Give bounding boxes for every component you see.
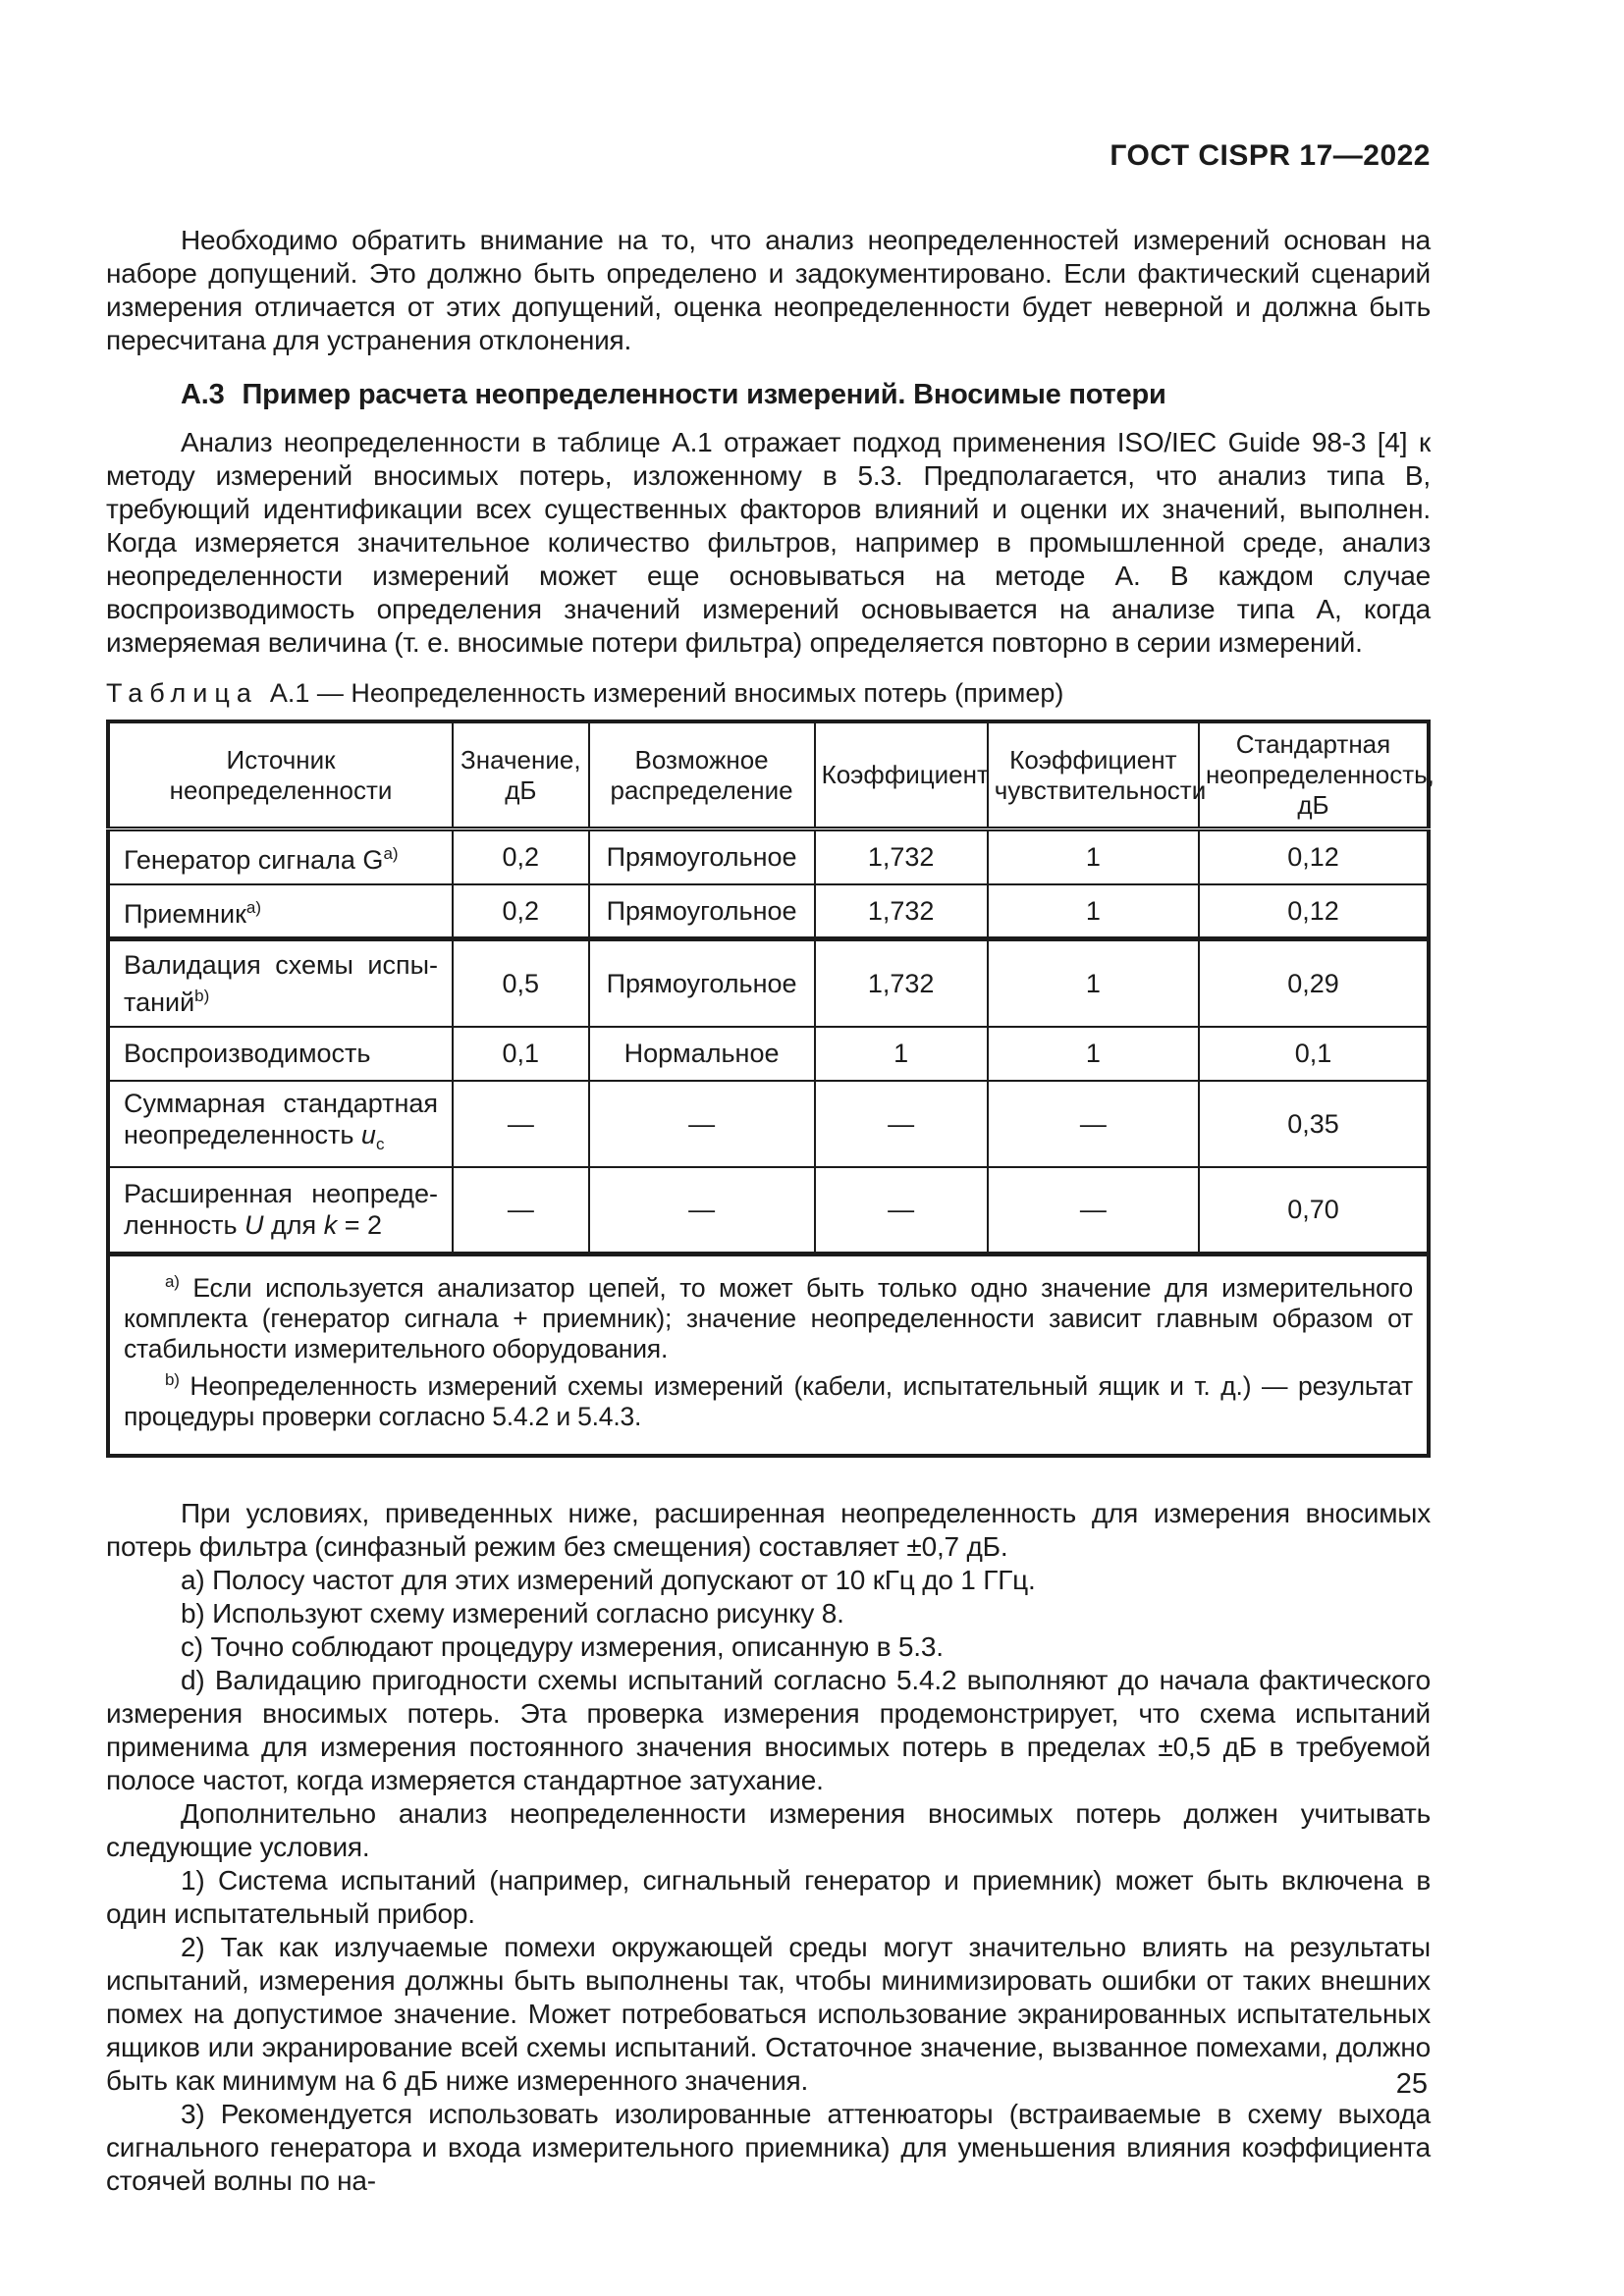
table-header-row	[108, 721, 1429, 829]
table-row-expanded-uncertainty	[108, 1167, 1429, 1255]
cell-source: Расширенная неопределенность U для k = 2	[108, 1167, 453, 1255]
cell-value: 0,5	[453, 939, 589, 1027]
section-heading-a3	[106, 377, 1431, 412]
cell-uncertainty: 0,35	[1199, 1081, 1429, 1167]
numbered-item-1: 1) Система испытаний (например, сигнальный генератор и приемник) может быть включена в один испытательный прибор.	[106, 1865, 1431, 1929]
section-number: А.3	[181, 379, 225, 410]
cell-distribution: —	[589, 1167, 815, 1255]
cell-coefficient: 1,732	[815, 829, 988, 884]
col-header-distribution: Возможное распределение	[589, 721, 815, 829]
page-number: 25	[1395, 2068, 1428, 2100]
col-header-sensitivity: Коэффициент чувствительности	[988, 721, 1199, 829]
running-header	[106, 139, 1431, 173]
cell-distribution: Прямоугольное	[589, 829, 815, 884]
cell-sensitivity: 1	[988, 1027, 1199, 1081]
paragraph-conditions: При условиях, приведенных ниже, расширенная неопределенность для измерения вносимых потерь фильтра (синфазный режим без смещения) составляет ±0,7 дБ.	[106, 1498, 1431, 1562]
cell-coefficient: 1,732	[815, 939, 988, 1027]
list-item-b: b) Используют схему измерений согласно рисунку 8.	[181, 1598, 844, 1629]
table-footnotes-row	[108, 1255, 1429, 1457]
table-caption-word: Таблица	[106, 678, 258, 708]
cell-uncertainty: 0,12	[1199, 829, 1429, 884]
cell-uncertainty: 0,12	[1199, 884, 1429, 939]
cell-uncertainty: 0,70	[1199, 1167, 1429, 1255]
paragraph-analysis: Анализ неопределенности в таблице А.1 отражает подход применения ISO/IEC Guide 98-3 [4] к методу измерений вносимых потерь, изложенному в 5.3. Предполагается, что анализ типа В, требующий идентификации всех существенных факторов влияний и оценки их значений, выполнен. Когда измеряется значительное количество фильтров, например в промышленной среде, анализ неопределенности измерений может еще основываться на методе А. В каждом случае воспроизводимость определения значений измерений основывается на анализе типа А, когда измеряемая величина (т. е. вносимые потери фильтра) определяется повторно в серии измерений.	[106, 427, 1431, 658]
list-item-d: d) Валидацию пригодности схемы испытаний согласно 5.4.2 выполняют до начала фактического измерения вносимых потерь. Эта проверка измерения продемонстрирует, что схема испытаний применима для измерения постоянного значения вносимых потерь в пределах ±0,5 дБ в требуемой полосе частот, когда измеряется стандартное затухание.	[106, 1665, 1431, 1795]
table-caption-text: А.1 — Неопределенность измерений вносимых потерь (пример)	[269, 678, 1064, 708]
cell-source: Воспроизводимость	[108, 1027, 453, 1081]
numbered-item-2: 2) Так как излучаемые помехи окружающей среды могут значительно влиять на результаты испытаний, измерения должны быть выполнены так, чтобы минимизировать ошибки от таких внешних помех на допустимое значение. Может потребоваться использование экранированных испытательных ящиков или экранирование всей схемы испытаний. Остаточное значение, вызванное помехами, должно быть как минимум на 6 дБ ниже измеренного значения.	[106, 1932, 1431, 2096]
paragraph-intro: Необходимо обратить внимание на то, что анализ неопределенностей измерений основан на наборе допущений. Это должно быть определено и задокументировано. Если фактический сценарий измерения отличается от этих допущений, оценка неопределенности будет неверной и должна быть пересчитана для устранения отклонения.	[106, 225, 1431, 355]
cell-value: —	[453, 1081, 589, 1167]
table-row-validation	[108, 939, 1429, 1027]
cell-coefficient: —	[815, 1167, 988, 1255]
cell-sensitivity: —	[988, 1081, 1199, 1167]
cell-source: Генератор сигнала $G^{a)}$	[108, 829, 453, 884]
cell-source: Суммарная стандартная неопределенность $u_c$	[108, 1081, 453, 1167]
cell-coefficient: 1	[815, 1027, 988, 1081]
col-header-coefficient: Коэффициент	[815, 721, 988, 829]
list-item-a: a) Полосу частот для этих измерений допускают от 10 кГц до 1 ГГц.	[181, 1565, 1036, 1595]
section-title: Пример расчета неопределенности измерений. Вносимые потери	[242, 379, 1166, 410]
paragraph-additional: Дополнительно анализ неопределенности измерения вносимых потерь должен учитывать следующие условия.	[106, 1798, 1431, 1862]
cell-value: 0,1	[453, 1027, 589, 1081]
cell-distribution: Прямоугольное	[589, 884, 815, 939]
standard-designation: ГОСТ CISPR 17—2022	[1110, 139, 1431, 172]
cell-coefficient: —	[815, 1081, 988, 1167]
cell-value: 0,2	[453, 884, 589, 939]
cell-sensitivity: 1	[988, 884, 1199, 939]
col-header-source: Источник неопределенности	[108, 721, 453, 829]
cell-value: 0,2	[453, 829, 589, 884]
table-row-signal-generator	[108, 829, 1429, 884]
cell-uncertainty: 0,1	[1199, 1027, 1429, 1081]
cell-coefficient: 1,732	[815, 884, 988, 939]
list-item-c: c) Точно соблюдают процедуру измерения, описанную в 5.3.	[181, 1631, 944, 1662]
cell-distribution: Прямоугольное	[589, 939, 815, 1027]
footnote-b: $^{b)}$ Неопределенность измерений схемы измерений (кабели, испытательный ящик и т. д.) — результат процедуры проверки согласно 5.4.2 и 5.4.3.	[124, 1370, 1413, 1431]
footnote-a: $^{a)}$ Если используется анализатор цепей, то может быть только одно значение для измерительного комплекта (генератор сигнала + приемник); значение неопределенности зависит главным образом от стабильности измерительного оборудования.	[124, 1272, 1413, 1363]
cell-source: Валидация схемы испытаний$^{b)}$	[108, 939, 453, 1027]
table-row-reproducibility	[108, 1027, 1429, 1081]
cell-sensitivity: —	[988, 1167, 1199, 1255]
cell-uncertainty: 0,29	[1199, 939, 1429, 1027]
table-footnotes-cell	[108, 1255, 1429, 1457]
cell-distribution: Нормальное	[589, 1027, 815, 1081]
cell-distribution: —	[589, 1081, 815, 1167]
cell-value: —	[453, 1167, 589, 1255]
cell-sensitivity: 1	[988, 829, 1199, 884]
table-caption	[106, 677, 1431, 710]
table-row-receiver	[108, 884, 1429, 939]
col-header-std-uncertainty: Стандартная неопределенность, дБ	[1199, 721, 1429, 829]
cell-sensitivity: 1	[988, 939, 1199, 1027]
cell-source: Приемник$^{a)}$	[108, 884, 453, 939]
table-row-combined-uncertainty	[108, 1081, 1429, 1167]
col-header-value: Значение, дБ	[453, 721, 589, 829]
uncertainty-table	[106, 720, 1435, 1458]
numbered-item-3: 3) Рекомендуется использовать изолированные аттенюаторы (встраиваемые в схему выхода сигнального генератора и входа измерительного приемника) для уменьшения влияния коэффициента стоячей волны по на-	[106, 2099, 1431, 2196]
